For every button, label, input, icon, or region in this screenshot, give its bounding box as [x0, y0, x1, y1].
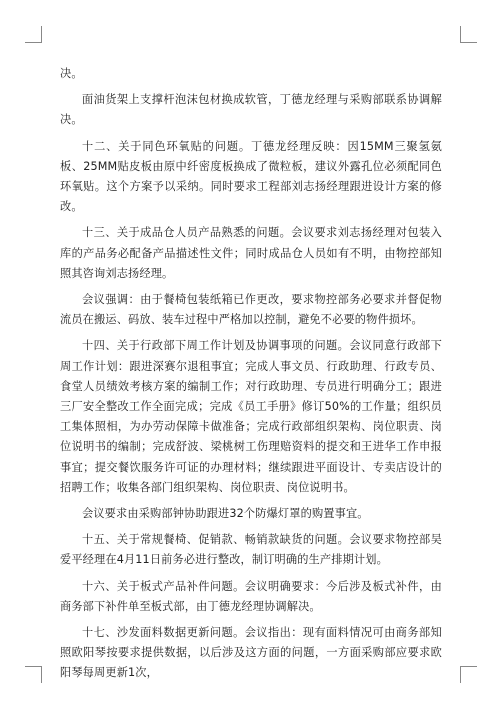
crop-mark-top-right — [460, 26, 477, 43]
paragraph: 十七、沙发面料数据更新问题。会议指出：现有面料情况可由商务部知照欧阳琴按要求提供数据，以后涉及这方面的问题，一方面采购部应要求欧阳琴每周更新1次， — [60, 626, 442, 680]
paragraph: 会议要求由采购部钟协助跟进32个防爆灯罩的购置事宜。 — [82, 507, 369, 521]
paragraph-continuation: 决。 — [60, 67, 83, 80]
paragraph: 十五、关于常规餐椅、促销款、畅销款缺货的问题。会议要求物控部吴爱平经理在4月11日前务必进行整改，制订明确的生产排期计划。 — [60, 533, 442, 567]
paragraph: 十二、关于同色环氧贴的问题。丁德龙经理反映：因15MM三聚氢氨板、25MM贴皮板由原中纤密度板换成了微粒板，建议外露孔位必须配同色环氧贴。这个方案予以采纳。同时要求工程部刘志扬经理跟进设计方案的修改。 — [60, 139, 442, 214]
paragraph: 会议强调：由于餐椅包装纸箱已作更改，要求物控部务必要求并督促物流员在搬运、码放、装车过程中严格加以控制，避免不必要的物件损坏。 — [60, 293, 442, 327]
paragraph: 十四、关于行政部下周工作计划及协调事项的问题。会议同意行政部下周工作计划：跟进深赛尔退租事宜；完成人事文员、行政助理、行政专员、食堂人员绩效考核方案的编制工作；对行政助理、专员进行明确分工；跟进三厂安全整改工作全面完成；完成《员工手册》修订50%的工作量；组织员工集体照相，为办劳动保障卡做准备；完成行政部组织架构、岗位职责、岗位说明书的编制；完成舒波、梁桃树工伤理赔资料的提交和王进华工作申报事宜；提交餐饮服务许可证的办理材料；继续跟进平面设计、专卖店设计的招聘工作；收集各部门组织架构、岗位职责、岗位说明书。 — [60, 339, 442, 494]
crop-mark-top-left — [25, 26, 42, 43]
paragraph: 十三、关于成品仓人员产品熟悉的问题。会议要求刘志扬经理对包装入库的产品务必配备产品描述性文件；同时成品仓人员如有不明，由物控部知照其咨询刘志扬经理。 — [60, 226, 442, 280]
paragraph: 面油货架上支撑杆泡沫包材换成软管，丁德龙经理与采购部联系协调解决。 — [60, 93, 442, 127]
paragraph: 十六、关于板式产品补件问题。会议明确要求：今后涉及板式补件，由商务部下补件单至板式部，由丁德龙经理协调解决。 — [60, 579, 442, 613]
crop-mark-bottom-left — [25, 666, 42, 683]
crop-mark-bottom-right — [460, 666, 477, 683]
document-body — [60, 64, 442, 690]
